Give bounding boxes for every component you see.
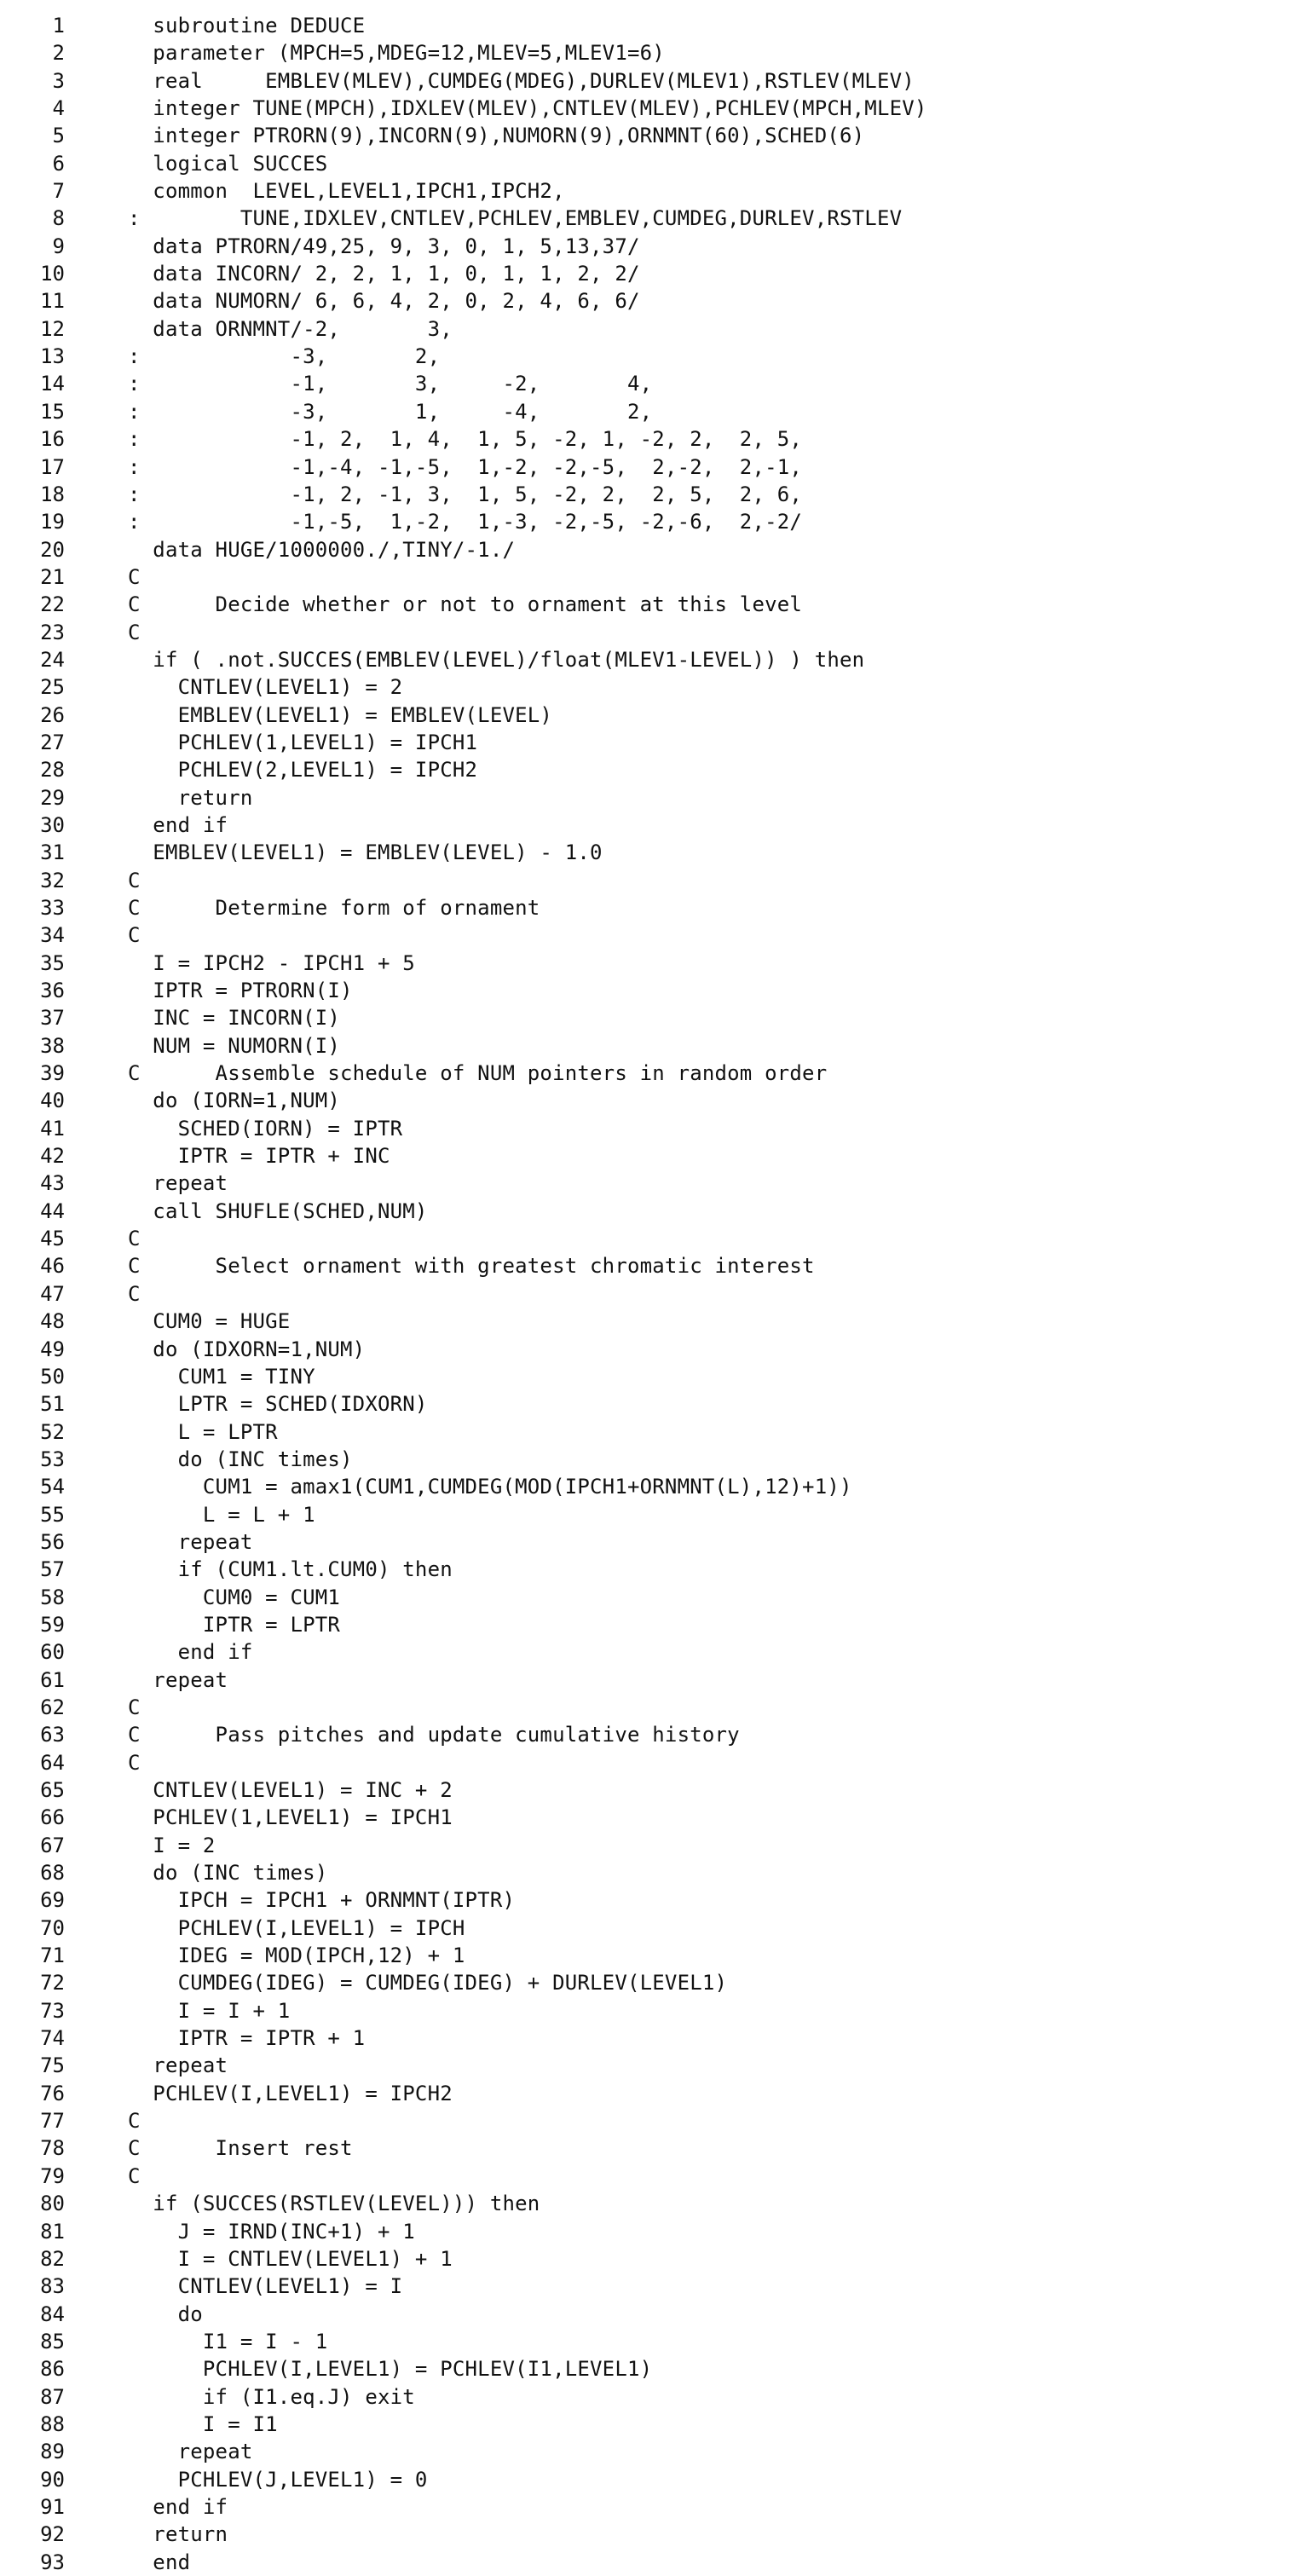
code-line	[0, 950, 1316, 977]
code-text: end if	[128, 2494, 228, 2519]
code-line	[0, 1584, 1316, 1611]
code-text: I = I + 1	[128, 1998, 291, 2023]
code-text: do (INC times)	[128, 1447, 353, 1471]
code-line	[0, 2190, 1316, 2217]
line-number: 56	[40, 1529, 65, 1554]
code-text: PCHLEV(I,LEVEL1) = PCHLEV(I1,LEVEL1)	[128, 2357, 653, 2382]
code-text: IPTR = PTRORN(I)	[128, 979, 353, 1003]
code-text: do (INC times)	[128, 1861, 328, 1886]
code-text: IPTR = LPTR	[128, 1612, 341, 1637]
code-line	[0, 1721, 1316, 1748]
code-line	[0, 205, 1316, 232]
code-line	[0, 1225, 1316, 1252]
code-line	[0, 2245, 1316, 2273]
code-line	[0, 2301, 1316, 2328]
line-number: 27	[40, 730, 65, 754]
line-number: 90	[40, 2467, 65, 2492]
line-number: 77	[40, 2109, 65, 2134]
line-number: 29	[40, 785, 65, 810]
line-number: 19	[40, 510, 65, 534]
line-number: 66	[40, 1805, 65, 1830]
code-line	[0, 1418, 1316, 1446]
code-text: C Insert rest	[128, 2136, 353, 2161]
code-line	[0, 1776, 1316, 1804]
line-number: 53	[40, 1447, 65, 1471]
code-text: EMBLEV(LEVEL1) = EMBLEV(LEVEL) - 1.0	[128, 840, 603, 865]
code-text: logical SUCCES	[128, 151, 328, 176]
line-number: 73	[40, 1998, 65, 2023]
code-line	[0, 370, 1316, 397]
line-number: 83	[40, 2274, 65, 2299]
line-number: 74	[40, 2026, 65, 2051]
line-number: 3	[52, 68, 65, 93]
code-text: PCHLEV(J,LEVEL1) = 0	[128, 2467, 428, 2492]
code-text: : TUNE,IDXLEV,CNTLEV,PCHLEV,EMBLEV,CUMDEG,DURLEV,RSTLEV	[128, 206, 903, 231]
code-line	[0, 977, 1316, 1004]
code-line	[0, 233, 1316, 260]
line-number: 25	[40, 675, 65, 700]
code-text: I = I1	[128, 2411, 278, 2436]
code-text: I1 = I - 1	[128, 2329, 328, 2354]
code-text: subroutine DEDUCE	[128, 14, 366, 38]
code-line	[0, 536, 1316, 563]
code-line	[0, 2107, 1316, 2134]
code-text: C	[128, 923, 141, 948]
line-number: 79	[40, 2163, 65, 2188]
code-line	[0, 1528, 1316, 1556]
code-text: I = CNTLEV(LEVEL1) + 1	[128, 2246, 453, 2271]
code-text: data ORNMNT/-2, 3,	[128, 316, 453, 341]
code-text: CNTLEV(LEVEL1) = INC + 2	[128, 1778, 453, 1802]
code-text: integer PTRORN(9),INCORN(9),NUMORN(9),ORNMNT(60),SCHED(6)	[128, 124, 865, 148]
line-number: 61	[40, 1667, 65, 1692]
line-number: 6	[52, 151, 65, 176]
code-text: if (SUCCES(RSTLEV(LEVEL))) then	[128, 2192, 540, 2216]
line-number: 17	[40, 454, 65, 479]
code-text: C Determine form of ornament	[128, 896, 540, 920]
code-line	[0, 756, 1316, 783]
code-line	[0, 1556, 1316, 1583]
line-number: 40	[40, 1089, 65, 1113]
line-number: 18	[40, 482, 65, 506]
line-number: 23	[40, 620, 65, 644]
line-number: 87	[40, 2384, 65, 2409]
line-number: 42	[40, 1144, 65, 1169]
line-number: 69	[40, 1888, 65, 1913]
code-text: C Pass pitches and update cumulative history	[128, 1723, 740, 1747]
line-number: 32	[40, 868, 65, 892]
code-line	[0, 1446, 1316, 1473]
code-line	[0, 2024, 1316, 2052]
line-number: 63	[40, 1723, 65, 1747]
code-text: C	[128, 1227, 141, 1251]
code-line	[0, 508, 1316, 535]
code-line	[0, 2355, 1316, 2383]
code-text: L = LPTR	[128, 1419, 278, 1444]
code-line	[0, 315, 1316, 343]
code-line	[0, 39, 1316, 66]
code-line	[0, 673, 1316, 701]
code-line	[0, 481, 1316, 508]
line-number: 31	[40, 840, 65, 865]
line-number: 82	[40, 2246, 65, 2271]
code-text: C	[128, 564, 141, 589]
code-line	[0, 1252, 1316, 1279]
line-number: 68	[40, 1861, 65, 1886]
code-text: LPTR = SCHED(IDXORN)	[128, 1392, 428, 1417]
code-line	[0, 591, 1316, 618]
code-text: C Select ornament with greatest chromatic interest	[128, 1254, 815, 1279]
line-number: 10	[40, 262, 65, 286]
line-number: 58	[40, 1585, 65, 1609]
line-number: 86	[40, 2357, 65, 2382]
line-number: 51	[40, 1392, 65, 1417]
code-line	[0, 1666, 1316, 1694]
code-line	[0, 287, 1316, 315]
code-text: CNTLEV(LEVEL1) = I	[128, 2274, 403, 2299]
code-text: IPTR = IPTR + 1	[128, 2026, 366, 2051]
line-number: 28	[40, 758, 65, 783]
line-number: 4	[52, 96, 65, 121]
code-text: do (IDXORN=1,NUM)	[128, 1337, 366, 1361]
code-line	[0, 1142, 1316, 1170]
code-text: C	[128, 2109, 141, 2134]
code-line	[0, 1694, 1316, 1721]
code-line	[0, 729, 1316, 756]
code-text: IDEG = MOD(IPCH,12) + 1	[128, 1944, 465, 1968]
line-number: 49	[40, 1337, 65, 1361]
code-text: PCHLEV(I,LEVEL1) = IPCH2	[128, 2081, 453, 2105]
line-number: 85	[40, 2329, 65, 2354]
line-number: 5	[52, 124, 65, 148]
code-line	[0, 1115, 1316, 1142]
line-number: 34	[40, 923, 65, 948]
code-text: end if	[128, 1640, 253, 1665]
line-number: 9	[52, 234, 65, 258]
line-number: 55	[40, 1502, 65, 1527]
code-text: PCHLEV(1,LEVEL1) = IPCH1	[128, 1805, 453, 1830]
line-number: 14	[40, 372, 65, 396]
code-text: CUMDEG(IDEG) = CUMDEG(IDEG) + DURLEV(LEVEL1)	[128, 1971, 728, 1996]
line-number: 76	[40, 2081, 65, 2105]
code-text: call SHUFLE(SCHED,NUM)	[128, 1198, 428, 1223]
code-text: repeat	[128, 1171, 228, 1196]
line-number: 91	[40, 2494, 65, 2519]
code-line	[0, 2438, 1316, 2465]
code-line	[0, 1611, 1316, 1638]
line-number: 11	[40, 289, 65, 314]
line-number: 60	[40, 1640, 65, 1665]
code-line	[0, 67, 1316, 95]
code-text: PCHLEV(I,LEVEL1) = IPCH	[128, 1915, 465, 1940]
code-text: J = IRND(INC+1) + 1	[128, 2219, 415, 2244]
code-line	[0, 1749, 1316, 1776]
code-text: end if	[128, 812, 228, 837]
code-line	[0, 894, 1316, 921]
line-number: 45	[40, 1227, 65, 1251]
code-text: common LEVEL,LEVEL1,IPCH1,IPCH2,	[128, 179, 565, 204]
line-number: 67	[40, 1833, 65, 1857]
code-line	[0, 1336, 1316, 1363]
code-text: repeat	[128, 2440, 253, 2464]
code-line	[0, 2411, 1316, 2438]
code-text: C	[128, 868, 141, 892]
code-text: PCHLEV(2,LEVEL1) = IPCH2	[128, 758, 478, 783]
code-text: if ( .not.SUCCES(EMBLEV(LEVEL)/float(MLEV1-LEVEL)) ) then	[128, 647, 865, 672]
code-line	[0, 453, 1316, 481]
code-line	[0, 343, 1316, 370]
line-number: 59	[40, 1612, 65, 1637]
code-text: : -1, 3, -2, 4,	[128, 372, 653, 396]
code-text: repeat	[128, 2053, 228, 2078]
line-number: 7	[52, 179, 65, 204]
code-line	[0, 563, 1316, 591]
code-line	[0, 2080, 1316, 2107]
code-text: do	[128, 2302, 203, 2326]
code-line	[0, 1198, 1316, 1225]
code-text: CUM0 = HUGE	[128, 1309, 291, 1334]
line-number: 33	[40, 896, 65, 920]
line-number: 70	[40, 1915, 65, 1940]
code-text: C	[128, 620, 141, 644]
code-line	[0, 1501, 1316, 1528]
code-line	[0, 2521, 1316, 2548]
code-line	[0, 2328, 1316, 2355]
code-line	[0, 1997, 1316, 2024]
code-text: INC = INCORN(I)	[128, 1006, 341, 1031]
code-line	[0, 1942, 1316, 1969]
code-line	[0, 177, 1316, 205]
code-text: IPTR = IPTR + INC	[128, 1144, 390, 1169]
line-number: 88	[40, 2411, 65, 2436]
code-text: if (CUM1.lt.CUM0) then	[128, 1557, 453, 1582]
code-line	[0, 1308, 1316, 1335]
code-text: : -1,-5, 1,-2, 1,-3, -2,-5, -2,-6, 2,-2/	[128, 510, 803, 534]
code-line	[0, 2052, 1316, 2079]
code-text: I = IPCH2 - IPCH1 + 5	[128, 950, 415, 975]
line-number: 84	[40, 2302, 65, 2326]
code-line	[0, 1032, 1316, 1060]
code-line	[0, 1004, 1316, 1031]
code-text: integer TUNE(MPCH),IDXLEV(MLEV),CNTLEV(MLEV),PCHLEV(MPCH,MLEV)	[128, 96, 927, 121]
code-line	[0, 12, 1316, 39]
line-number: 39	[40, 1061, 65, 1086]
code-line	[0, 2273, 1316, 2300]
line-number: 1	[52, 14, 65, 38]
code-text: C Decide whether or not to ornament at this level	[128, 592, 803, 617]
line-number: 78	[40, 2136, 65, 2161]
code-text: return	[128, 785, 253, 810]
code-text: C	[128, 2163, 141, 2188]
line-number: 26	[40, 702, 65, 727]
code-line	[0, 702, 1316, 729]
code-text: return	[128, 2522, 228, 2547]
code-line	[0, 921, 1316, 949]
code-line	[0, 1473, 1316, 1500]
line-number: 92	[40, 2522, 65, 2547]
code-text: CUM0 = CUM1	[128, 1585, 341, 1609]
code-text: EMBLEV(LEVEL1) = EMBLEV(LEVEL)	[128, 702, 553, 727]
line-number: 21	[40, 564, 65, 589]
code-line	[0, 2466, 1316, 2493]
code-text: data PTRORN/49,25, 9, 3, 0, 1, 5,13,37/	[128, 234, 640, 258]
code-line	[0, 260, 1316, 287]
code-text: if (I1.eq.J) exit	[128, 2384, 415, 2409]
code-text: PCHLEV(1,LEVEL1) = IPCH1	[128, 730, 478, 754]
code-text: NUM = NUMORN(I)	[128, 1033, 341, 1058]
code-listing	[0, 12, 1316, 2576]
code-text: repeat	[128, 1667, 228, 1692]
line-number: 71	[40, 1944, 65, 1968]
code-text: IPCH = IPCH1 + ORNMNT(IPTR)	[128, 1888, 516, 1913]
code-line	[0, 646, 1316, 673]
code-text: CUM1 = amax1(CUM1,CUMDEG(MOD(IPCH1+ORNMNT(L),12)+1))	[128, 1475, 852, 1499]
code-text: CUM1 = TINY	[128, 1364, 315, 1389]
line-number: 30	[40, 812, 65, 837]
line-number: 12	[40, 316, 65, 341]
line-number: 57	[40, 1557, 65, 1582]
code-text: real EMBLEV(MLEV),CUMDEG(MDEG),DURLEV(MLEV1),RSTLEV(MLEV)	[128, 68, 915, 93]
line-number: 89	[40, 2440, 65, 2464]
line-number: 44	[40, 1198, 65, 1223]
code-text: end	[128, 2550, 191, 2574]
code-line	[0, 1280, 1316, 1308]
code-line	[0, 1363, 1316, 1390]
line-number: 15	[40, 399, 65, 424]
code-line	[0, 811, 1316, 839]
line-number: 24	[40, 647, 65, 672]
line-number: 54	[40, 1475, 65, 1499]
line-number: 41	[40, 1116, 65, 1141]
code-line	[0, 1060, 1316, 1087]
code-line	[0, 784, 1316, 811]
line-number: 13	[40, 344, 65, 369]
code-text: do (IORN=1,NUM)	[128, 1089, 341, 1113]
code-text: CNTLEV(LEVEL1) = 2	[128, 675, 403, 700]
line-number: 64	[40, 1750, 65, 1775]
code-line	[0, 619, 1316, 646]
code-line	[0, 122, 1316, 149]
code-text: parameter (MPCH=5,MDEG=12,MLEV=5,MLEV1=6)	[128, 41, 665, 66]
line-number: 20	[40, 537, 65, 562]
code-line	[0, 2549, 1316, 2576]
code-line	[0, 1886, 1316, 1914]
code-line	[0, 2218, 1316, 2245]
code-line	[0, 2163, 1316, 2190]
code-line	[0, 150, 1316, 177]
code-text: I = 2	[128, 1833, 216, 1857]
code-line	[0, 1804, 1316, 1831]
code-text: : -1,-4, -1,-5, 1,-2, -2,-5, 2,-2, 2,-1,	[128, 454, 803, 479]
line-number: 2	[52, 41, 65, 66]
line-number: 46	[40, 1254, 65, 1279]
code-text: SCHED(IORN) = IPTR	[128, 1116, 403, 1141]
code-line	[0, 95, 1316, 122]
line-number: 65	[40, 1778, 65, 1802]
line-number: 47	[40, 1281, 65, 1306]
code-line	[0, 425, 1316, 453]
line-number: 75	[40, 2053, 65, 2078]
code-line	[0, 867, 1316, 894]
line-number: 72	[40, 1971, 65, 1996]
code-line	[0, 2383, 1316, 2411]
line-number: 81	[40, 2219, 65, 2244]
line-number: 16	[40, 427, 65, 452]
code-line	[0, 1087, 1316, 1114]
code-line	[0, 1832, 1316, 1859]
code-text: : -1, 2, -1, 3, 1, 5, -2, 2, 2, 5, 2, 6,	[128, 482, 803, 506]
code-text: repeat	[128, 1529, 253, 1554]
code-line	[0, 1170, 1316, 1197]
code-line	[0, 2134, 1316, 2162]
line-number: 50	[40, 1364, 65, 1389]
code-text: L = L + 1	[128, 1502, 315, 1527]
code-line	[0, 398, 1316, 425]
code-line	[0, 1390, 1316, 1418]
code-line	[0, 1969, 1316, 1996]
code-line	[0, 2493, 1316, 2521]
line-number: 38	[40, 1033, 65, 1058]
line-number: 52	[40, 1419, 65, 1444]
line-number: 35	[40, 950, 65, 975]
code-text: C	[128, 1695, 141, 1719]
code-text: : -3, 2,	[128, 344, 441, 369]
code-text: C Assemble schedule of NUM pointers in random order	[128, 1061, 828, 1086]
code-text: : -1, 2, 1, 4, 1, 5, -2, 1, -2, 2, 2, 5,	[128, 427, 803, 452]
code-text: C	[128, 1281, 141, 1306]
code-line	[0, 1859, 1316, 1886]
line-number: 48	[40, 1309, 65, 1334]
line-number: 43	[40, 1171, 65, 1196]
code-text: data NUMORN/ 6, 6, 4, 2, 0, 2, 4, 6, 6/	[128, 289, 640, 314]
code-line	[0, 1915, 1316, 1942]
code-line	[0, 839, 1316, 866]
code-line	[0, 1638, 1316, 1666]
code-text: : -3, 1, -4, 2,	[128, 399, 653, 424]
line-number: 36	[40, 979, 65, 1003]
line-number: 80	[40, 2192, 65, 2216]
code-text: data HUGE/1000000./,TINY/-1./	[128, 537, 516, 562]
code-text: C	[128, 1750, 141, 1775]
code-text: data INCORN/ 2, 2, 1, 1, 0, 1, 1, 2, 2/	[128, 262, 640, 286]
line-number: 8	[52, 206, 65, 231]
line-number: 93	[40, 2550, 65, 2574]
line-number: 62	[40, 1695, 65, 1719]
line-number: 22	[40, 592, 65, 617]
line-number: 37	[40, 1006, 65, 1031]
